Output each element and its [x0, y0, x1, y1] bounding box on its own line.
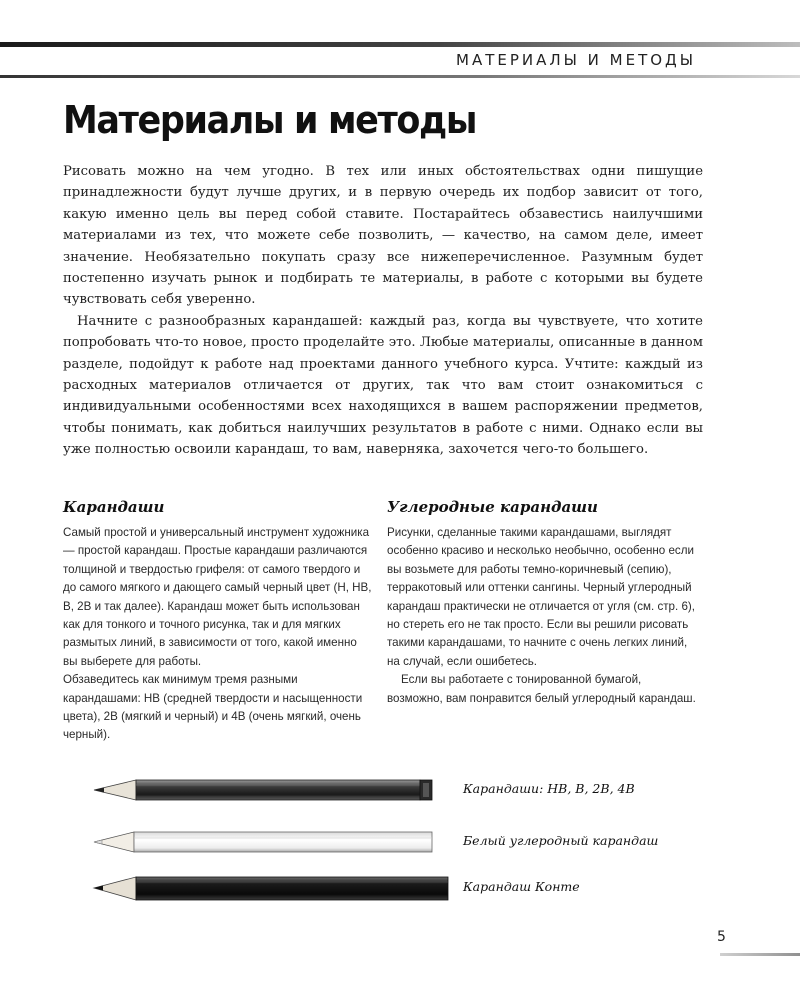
carbon-pencils-paragraph-2: Если вы работаете с тонированной бумагой, возможно, вам понравится белый углеродный карандаш.	[387, 673, 696, 705]
section-header-label: МАТЕРИАЛЫ И МЕТОДЫ	[456, 51, 696, 69]
white-carbon-pencil-icon	[90, 824, 450, 858]
pencils-paragraph-1: Самый простой и универсальный инструмент художника — простой карандаш. Простые карандаши различаются толщиной и твердостью грифеля: от самого твердого и до самого мягкого и дающего самый черный цвет (H, HB, B, 2B и так далее). Карандаш может быть использован как для тонкого и точного рисунка, так и для мягких размытых линий, в зависимости от того, какой именно вы выберете для работы.	[63, 526, 372, 668]
conte-pencil-icon	[90, 871, 450, 905]
pencils-heading: Карандаши	[63, 498, 165, 516]
intro-text	[63, 161, 703, 461]
intro-paragraph-2: Начните с разнообразных карандашей: каждый раз, когда вы чувствуете, что хотите попробовать что-то новое, просто проделайте это. Любые материалы, описанные в данном разделе, подойдут к работе над проектами данного учебного курса. Учтите: каждый из расходных материалов отличается от других, так что вам стоит ознакомиться с индивидуальными особенностями всех находящихся в вашем распоряжении предметов, чтобы понимать, как добиться наилучших результатов в работе с ними. Однако если вы уже полностью освоили карандаш, то вам, наверняка, захочется чего-то большего.	[63, 313, 703, 458]
header-rule	[0, 42, 800, 47]
white-carbon-pencil-caption: Белый углеродный карандаш	[463, 833, 659, 848]
header-underline	[0, 75, 800, 78]
graphite-pencil-icon	[90, 772, 450, 806]
carbon-pencils-column	[387, 498, 697, 708]
intro-paragraph-1: Рисовать можно на чем угодно. В тех или иных обстоятельствах одни пишущие принадлежности будут лучше других, и в первую очередь их подбор зависит от того, какую именно цель вы перед собой ставите. Постарайтесь обзавестись наилучшими материалами из тех, что можете себе позволить, — качество, на самом деле, имеет значение. Необязательно покупать сразу все нижеперечисленное. Разумным будет постепенно изучать рынок и подбирать те материалы, в работе с которыми вы будете чувствовать себя уверенно.	[63, 164, 703, 308]
graphite-pencils-caption: Карандаши: HB, B, 2B, 4B	[463, 781, 635, 796]
carbon-pencils-heading: Углеродные карандаши	[387, 498, 598, 516]
pencils-paragraph-2: Обзаведитесь как минимум тремя разными карандашами: HB (средней твердости и насыщенности цвета), 2B (мягкий и черный) и 4B (очень мягкий, очень черный).	[63, 673, 363, 742]
page-number: 5	[717, 929, 726, 945]
pencils-column	[63, 498, 373, 745]
footer-rule	[720, 953, 800, 956]
conte-pencil-caption: Карандаш Конте	[463, 879, 580, 894]
carbon-pencils-paragraph-1: Рисунки, сделанные такими карандашами, выглядят особенно красиво и несколько необычно, особенно если вы возьмете для работы темно-коричневый (сепию), терракотовый или оттенки сангины. Черный углеродный карандаш практически не отличается от угля (см. стр. 6), но стереть его не так просто. Если вы решили рисовать такими карандашами, то начните с очень легких линий, на случай, если ошибетесь.	[387, 526, 695, 668]
page-title: Материалы и методы	[63, 98, 477, 142]
